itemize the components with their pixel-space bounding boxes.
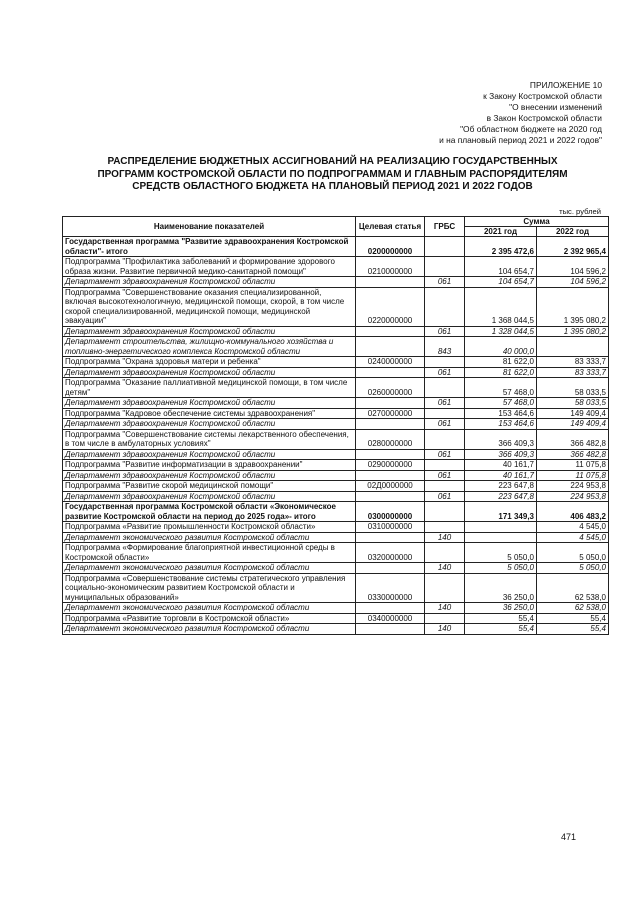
amount-2022-cell: 366 482,8	[537, 429, 609, 449]
amount-2021-cell: 57 468,0	[465, 398, 537, 409]
name-cell: Подпрограмма "Развитие информатизации в здравоохранении"	[63, 460, 356, 471]
department-row	[63, 603, 609, 614]
appendix-line: и на плановый период 2021 и 2022 годов"	[439, 134, 602, 145]
grbs-cell	[425, 522, 465, 533]
title-line: РАСПРЕДЕЛЕНИЕ БЮДЖЕТНЫХ АССИГНОВАНИЙ НА РЕАЛИЗАЦИЮ ГОСУДАРСТВЕННЫХ	[107, 156, 558, 167]
amount-2021-cell: 57 468,0	[465, 378, 537, 398]
code-cell	[356, 624, 425, 635]
amount-2021-cell: 223 647,8	[465, 481, 537, 492]
grbs-cell: 061	[425, 277, 465, 288]
grbs-cell	[425, 357, 465, 368]
code-cell: 0330000000	[356, 573, 425, 603]
grbs-cell	[425, 613, 465, 624]
name-cell: Подпрограмма «Совершенствование системы стратегического управления социально-экономическим развитием Костромской области и муниципальных образований»	[63, 573, 356, 603]
subprogram-row	[63, 573, 609, 603]
grbs-cell: 843	[425, 337, 465, 357]
code-cell: 02Д0000000	[356, 481, 425, 492]
header-grbs: ГРБС	[425, 217, 465, 237]
code-cell: 0200000000	[356, 237, 425, 257]
code-cell: 0300000000	[356, 502, 425, 522]
name-cell: Департамент экономического развития Костромской области	[63, 563, 356, 574]
name-cell: Подпрограмма "Оказание паллиативной медицинской помощи, в том числе детям"	[63, 378, 356, 398]
amount-2022-cell: 4 545,0	[537, 532, 609, 543]
amount-2021-cell: 40 161,7	[465, 460, 537, 471]
name-cell: Государственная программа Костромской области «Экономическое развитие Костромской области на период до 2025 года»- итого	[63, 502, 356, 522]
amount-2022-cell: 104 596,2	[537, 277, 609, 288]
department-row	[63, 470, 609, 481]
grbs-cell	[425, 408, 465, 419]
program-row	[63, 502, 609, 522]
header-2022: 2022 год	[537, 227, 609, 237]
department-row	[63, 624, 609, 635]
header-2021: 2021 год	[465, 227, 537, 237]
code-cell	[356, 449, 425, 460]
department-row	[63, 337, 609, 357]
amount-2022-cell: 1 395 080,2	[537, 326, 609, 337]
name-cell: Департамент здравоохранения Костромской области	[63, 277, 356, 288]
grbs-cell	[425, 543, 465, 563]
department-row	[63, 563, 609, 574]
grbs-cell: 140	[425, 624, 465, 635]
code-cell: 0320000000	[356, 543, 425, 563]
amount-2022-cell: 149 409,4	[537, 408, 609, 419]
amount-2022-cell: 11 075,8	[537, 470, 609, 481]
code-cell: 0260000000	[356, 378, 425, 398]
subprogram-row	[63, 613, 609, 624]
code-cell	[356, 277, 425, 288]
code-cell: 0280000000	[356, 429, 425, 449]
amount-2021-cell: 40 161,7	[465, 470, 537, 481]
grbs-cell: 061	[425, 419, 465, 430]
amount-2022-cell: 11 075,8	[537, 460, 609, 471]
grbs-cell	[425, 481, 465, 492]
subprogram-row	[63, 408, 609, 419]
grbs-cell	[425, 502, 465, 522]
appendix-line: "О внесении изменений	[509, 101, 602, 112]
amount-2021-cell: 153 464,6	[465, 408, 537, 419]
grbs-cell	[425, 257, 465, 277]
department-row	[63, 491, 609, 502]
subprogram-row	[63, 429, 609, 449]
grbs-cell	[425, 378, 465, 398]
appendix-line: в Закон Костромской области	[486, 112, 602, 123]
subprogram-row	[63, 460, 609, 471]
amount-2021-cell: 55,4	[465, 624, 537, 635]
name-cell: Подпрограмма "Охрана здоровья матери и ребенка"	[63, 357, 356, 368]
amount-2022-cell: 58 033,5	[537, 398, 609, 409]
name-cell: Департамент экономического развития Костромской области	[63, 532, 356, 543]
name-cell: Подпрограмма "Совершенствование системы лекарственного обеспечения, в том числе в амбулаторных условиях"	[63, 429, 356, 449]
department-row	[63, 367, 609, 378]
code-cell: 0240000000	[356, 357, 425, 368]
code-cell	[356, 603, 425, 614]
appendix-line: ПРИЛОЖЕНИЕ 10	[529, 80, 602, 90]
name-cell: Департамент здравоохранения Костромской области	[63, 398, 356, 409]
code-cell	[356, 532, 425, 543]
amount-2021-cell: 153 464,6	[465, 419, 537, 430]
grbs-cell: 140	[425, 563, 465, 574]
amount-2022-cell	[537, 337, 609, 357]
amount-2022-cell: 149 409,4	[537, 419, 609, 430]
title-line: ПРОГРАММ КОСТРОМСКОЙ ОБЛАСТИ ПО ПОДПРОГРАММАМ И ГЛАВНЫМ РАСПОРЯДИТЕЛЯМ	[97, 168, 568, 180]
amount-2021-cell: 81 622,0	[465, 367, 537, 378]
name-cell: Департамент экономического развития Костромской области	[63, 624, 356, 635]
grbs-cell: 140	[425, 532, 465, 543]
name-cell: Государственная программа "Развитие здравоохранения Костромской области"- итого	[63, 237, 356, 257]
amount-2022-cell: 5 050,0	[537, 563, 609, 574]
name-cell: Подпрограмма «Развитие торговли в Костромской области»	[63, 613, 356, 624]
name-cell: Департамент здравоохранения Костромской области	[63, 326, 356, 337]
amount-2021-cell: 5 050,0	[465, 563, 537, 574]
amount-2021-cell: 36 250,0	[465, 603, 537, 614]
code-cell	[356, 491, 425, 502]
code-cell	[356, 337, 425, 357]
department-row	[63, 277, 609, 288]
amount-2021-cell: 366 409,3	[465, 429, 537, 449]
name-cell: Подпрограмма "Развитие скорой медицинской помощи"	[63, 481, 356, 492]
code-cell	[356, 398, 425, 409]
name-cell: Департамент здравоохранения Костромской области	[63, 470, 356, 481]
name-cell: Департамент экономического развития Костромской области	[63, 603, 356, 614]
subprogram-row	[63, 378, 609, 398]
code-cell	[356, 470, 425, 481]
subprogram-row	[63, 522, 609, 533]
amount-2021-cell: 1 328 044,5	[465, 326, 537, 337]
amount-2022-cell: 4 545,0	[537, 522, 609, 533]
amount-2022-cell: 224 953,8	[537, 491, 609, 502]
subprogram-row	[63, 287, 609, 326]
grbs-cell: 061	[425, 491, 465, 502]
code-cell	[356, 326, 425, 337]
amount-2022-cell: 1 395 080,2	[537, 287, 609, 326]
code-cell: 0290000000	[356, 460, 425, 471]
page-number: 471	[561, 832, 577, 842]
grbs-cell	[425, 287, 465, 326]
code-cell: 0220000000	[356, 287, 425, 326]
grbs-cell	[425, 237, 465, 257]
amount-2021-cell: 223 647,8	[465, 491, 537, 502]
appendix-line: "Об областном бюджете на 2020 год	[460, 123, 602, 134]
name-cell: Департамент здравоохранения Костромской области	[63, 449, 356, 460]
amount-2021-cell: 36 250,0	[465, 573, 537, 603]
amount-2022-cell: 83 333,7	[537, 367, 609, 378]
amount-2021-cell: 104 654,7	[465, 277, 537, 288]
grbs-cell	[425, 460, 465, 471]
grbs-cell: 061	[425, 326, 465, 337]
amount-2022-cell: 224 953,8	[537, 481, 609, 492]
subprogram-row	[63, 257, 609, 277]
header-sum: Сумма	[465, 217, 609, 227]
code-cell: 0270000000	[356, 408, 425, 419]
budget-table	[62, 216, 609, 635]
name-cell: Подпрограмма "Профилактика заболеваний и формирование здорового образа жизни. Развитие первичной медико-санитарной помощи"	[63, 257, 356, 277]
code-cell: 0310000000	[356, 522, 425, 533]
amount-2021-cell: 55,4	[465, 613, 537, 624]
name-cell: Департамент строительства, жилищно-коммунального хозяйства и топливно-энергетического комплекса Костромской области	[63, 337, 356, 357]
code-cell	[356, 563, 425, 574]
department-row	[63, 398, 609, 409]
department-row	[63, 532, 609, 543]
units-label: тыс. рублей	[559, 207, 601, 216]
amount-2021-cell: 5 050,0	[465, 543, 537, 563]
grbs-cell: 061	[425, 470, 465, 481]
name-cell: Подпрограмма "Кадровое обеспечение системы здравоохранения"	[63, 408, 356, 419]
document-title	[60, 156, 605, 194]
amount-2022-cell: 104 596,2	[537, 257, 609, 277]
subprogram-row	[63, 481, 609, 492]
amount-2022-cell: 62 538,0	[537, 603, 609, 614]
grbs-cell: 061	[425, 449, 465, 460]
name-cell: Подпрограмма «Формирование благоприятной инвестиционной среды в Костромской области»	[63, 543, 356, 563]
code-cell	[356, 367, 425, 378]
amount-2021-cell: 2 395 472,6	[465, 237, 537, 257]
amount-2022-cell: 62 538,0	[537, 573, 609, 603]
amount-2021-cell: 171 349,3	[465, 502, 537, 522]
amount-2021-cell: 104 654,7	[465, 257, 537, 277]
amount-2021-cell: 40 000,0	[465, 337, 537, 357]
name-cell: Подпрограмма "Совершенствование оказания специализированной, включая высокотехнологичную, медицинской помощи, скорой, в том числе скорой специализированной, медицинской помощи, медицинской эвакуации"	[63, 287, 356, 326]
amount-2022-cell: 2 392 965,4	[537, 237, 609, 257]
name-cell: Департамент здравоохранения Костромской области	[63, 419, 356, 430]
department-row	[63, 326, 609, 337]
amount-2022-cell: 58 033,5	[537, 378, 609, 398]
amount-2022-cell: 366 482,8	[537, 449, 609, 460]
amount-2021-cell: 81 622,0	[465, 357, 537, 368]
code-cell: 0210000000	[356, 257, 425, 277]
name-cell: Департамент здравоохранения Костромской области	[63, 367, 356, 378]
amount-2022-cell: 55,4	[537, 613, 609, 624]
amount-2021-cell	[465, 522, 537, 533]
title-line: СРЕДСТВ ОБЛАСТНОГО БЮДЖЕТА НА ПЛАНОВЫЙ ПЕРИОД 2021 И 2022 ГОДОВ	[132, 181, 533, 192]
code-cell	[356, 419, 425, 430]
code-cell: 0340000000	[356, 613, 425, 624]
grbs-cell	[425, 429, 465, 449]
grbs-cell: 140	[425, 603, 465, 614]
amount-2022-cell: 5 050,0	[537, 543, 609, 563]
department-row	[63, 419, 609, 430]
amount-2022-cell: 55,4	[537, 624, 609, 635]
appendix-line: к Закону Костромской области	[483, 90, 602, 101]
amount-2022-cell: 83 333,7	[537, 357, 609, 368]
name-cell: Подпрограмма «Развитие промышленности Костромской области»	[63, 522, 356, 533]
header-name: Наименование показателей	[63, 217, 356, 237]
program-row	[63, 237, 609, 257]
header-code: Целевая статья	[356, 217, 425, 237]
grbs-cell: 061	[425, 398, 465, 409]
amount-2021-cell: 366 409,3	[465, 449, 537, 460]
department-row	[63, 449, 609, 460]
grbs-cell: 061	[425, 367, 465, 378]
subprogram-row	[63, 543, 609, 563]
amount-2021-cell: 1 368 044,5	[465, 287, 537, 326]
appendix-header	[302, 80, 602, 145]
amount-2021-cell	[465, 532, 537, 543]
grbs-cell	[425, 573, 465, 603]
name-cell: Департамент здравоохранения Костромской области	[63, 491, 356, 502]
subprogram-row	[63, 357, 609, 368]
amount-2022-cell: 406 483,2	[537, 502, 609, 522]
